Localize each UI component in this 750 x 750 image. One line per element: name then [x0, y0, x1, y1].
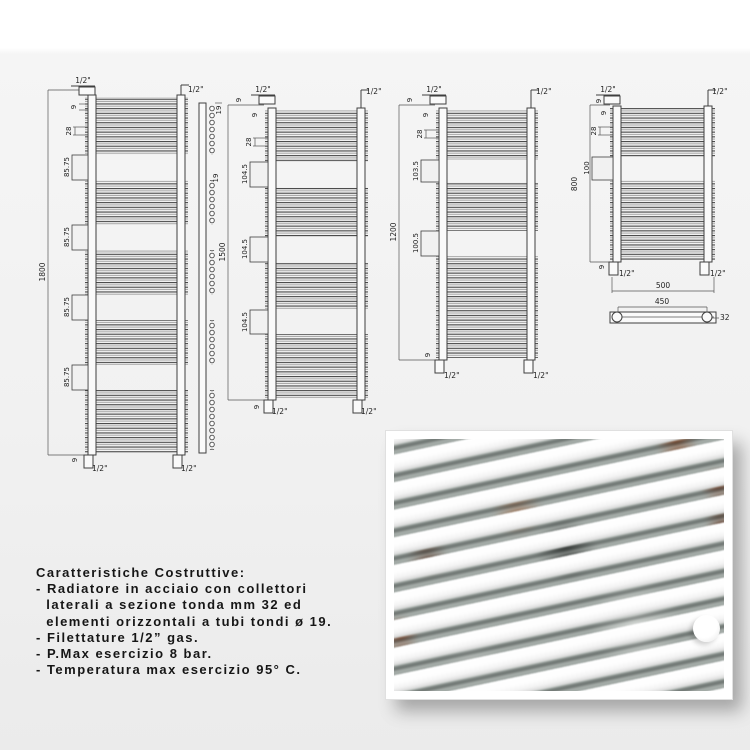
tube-end-cap: [693, 615, 720, 642]
d1-gap-3: 85.75: [63, 296, 71, 318]
collector-section-right: [702, 312, 712, 322]
d2-gap-1: 104.5: [241, 163, 249, 185]
d3-fitting-top-left: 1/2": [426, 85, 442, 94]
tube-group: [436, 110, 538, 160]
d2-fitting-bottom-right: 1/2": [361, 407, 377, 416]
collector-right: [177, 95, 185, 455]
d1-pitch: 28: [65, 126, 73, 136]
d3-offset-top-1: 9: [406, 97, 414, 103]
d3-height-label: 1200: [389, 222, 398, 242]
d4-pitch: 28: [590, 126, 598, 136]
product-photo: [394, 439, 724, 691]
d1-offset-top: 9: [70, 104, 78, 110]
d1-fitting-top-left: 1/2": [75, 76, 91, 85]
collector-left: [613, 106, 621, 262]
specs-line: - Radiatore in acciaio con collettori: [36, 581, 308, 597]
d1-gap-4: 85.75: [63, 366, 71, 388]
radiator-drawing-1200: [389, 85, 552, 380]
d4-fitting-bottom-right: 1/2": [710, 269, 726, 278]
d2-gap-3: 104.5: [241, 311, 249, 333]
d1-gap-2: 85.75: [63, 226, 71, 248]
specs-line: laterali a sezione tonda mm 32 ed: [36, 597, 303, 613]
collector-left: [268, 108, 276, 400]
valve-fitting: [79, 87, 95, 95]
d3-fitting-top-right: 1/2": [536, 87, 552, 96]
d4-height-label: 800: [570, 176, 579, 192]
plan-width-label: 500: [655, 281, 671, 290]
d2-gap-2: 104.5: [241, 238, 249, 260]
tube-diameter-label: 19: [212, 173, 220, 183]
d1-fitting-bottom-right: 1/2": [181, 464, 197, 473]
d3-pitch: 28: [416, 129, 424, 139]
specs-title: Caratteristiche Costruttive:: [36, 565, 246, 580]
d3-fitting-bottom-right: 1/2": [533, 371, 549, 380]
tube-group: [610, 108, 715, 157]
tube-group: [85, 180, 188, 225]
d3-offset-top-2: 9: [422, 112, 430, 118]
d1-height-label: 1800: [38, 262, 47, 282]
d2-pitch: 28: [245, 137, 253, 147]
d4-fitting-bottom-left: 1/2": [619, 269, 635, 278]
d2-height-label: 1500: [218, 242, 227, 262]
d1-gap-1: 85.75: [63, 156, 71, 178]
d1-fitting-top-right: 1/2": [188, 85, 204, 94]
product-photo-frame: [386, 431, 732, 699]
tube-ends: [207, 250, 215, 295]
tube-group: [265, 262, 368, 310]
valve-fitting: [430, 96, 446, 104]
d2-fitting-top-right: 1/2": [366, 87, 382, 96]
collector-right: [357, 108, 365, 400]
d4-gap-1: 100: [583, 161, 591, 175]
d4-fitting-top-right: 1/2": [712, 87, 728, 96]
d2-offset-top-1: 9: [235, 97, 243, 103]
d3-fitting-bottom-left: 1/2": [444, 371, 460, 380]
tube-group: [436, 256, 538, 358]
d4-offset-bottom: 9: [598, 264, 606, 270]
tube-ends: [207, 180, 215, 225]
tube-group: [265, 187, 368, 237]
d4-offset-top-2: 9: [600, 110, 608, 116]
d3-offset-bottom: 9: [424, 352, 432, 358]
specs-line: elementi orizzontali a tubi tondi ø 19.: [36, 613, 333, 629]
d1-fitting-bottom-left: 1/2": [92, 464, 108, 473]
radiator-drawing-1800: [38, 76, 204, 473]
collector-right: [704, 106, 712, 262]
specs-line: - Filettature 1/2” gas.: [36, 629, 200, 645]
specs-line: - P.Max esercizio 8 bar.: [36, 646, 213, 662]
photo-white-tubes: [394, 439, 724, 691]
valve-fitting: [259, 96, 275, 104]
d4-offset-top-1: 9: [595, 98, 603, 104]
collector-left: [88, 95, 96, 455]
tube-ends: [207, 105, 215, 155]
collector-right: [527, 108, 535, 360]
d3-gap-2: 100.5: [412, 232, 420, 254]
radiator-plan-view: [610, 277, 730, 323]
tube-group: [436, 182, 538, 231]
tube-group: [85, 250, 188, 295]
tube-group: [85, 97, 188, 155]
specs-line: - Temperatura max esercizio 95° C.: [36, 662, 302, 678]
construction-specs: [36, 565, 416, 678]
d2-offset-top-2: 9: [251, 112, 259, 118]
d1-offset-bottom: 9: [71, 457, 79, 463]
tube-row-top-view: [610, 312, 716, 323]
d2-fitting-top-left: 1/2": [255, 85, 271, 94]
tube-diameter-label: 19: [215, 105, 223, 115]
tube-ends: [207, 320, 215, 365]
d2-fitting-bottom-left: 1/2": [272, 407, 288, 416]
tube-group: [610, 180, 715, 260]
radiator-side-view: [199, 103, 223, 453]
tube-ends: [207, 390, 215, 450]
tube-group: [265, 110, 368, 162]
tube-group: [85, 320, 188, 365]
valve-fitting: [604, 96, 620, 104]
plan-tube-length-label: 450: [654, 297, 670, 306]
d4-fitting-top-left: 1/2": [600, 85, 616, 94]
radiator-drawing-1500: [218, 85, 382, 416]
d3-gap-1: 103.5: [412, 160, 420, 182]
collector-section-left: [612, 312, 622, 322]
collector-left: [439, 108, 447, 360]
plan-collector-diameter-label: 32: [720, 313, 730, 322]
tube-group: [85, 390, 188, 453]
d2-offset-bottom: 9: [253, 404, 261, 410]
radiator-drawing-800: [570, 85, 728, 278]
tube-group: [265, 334, 368, 398]
